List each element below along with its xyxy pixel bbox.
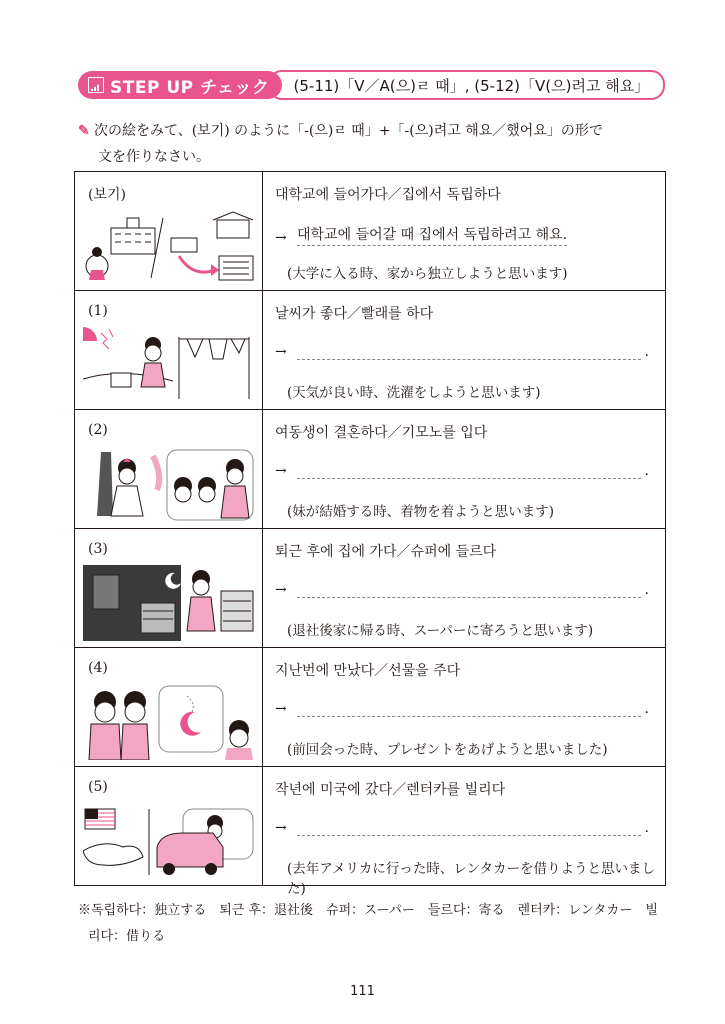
illustration-cell — [75, 291, 263, 410]
table-row — [75, 172, 666, 291]
badge-label: STEP UP チェック — [110, 77, 270, 98]
supermarket-illustration — [83, 565, 255, 641]
step-up-badge — [78, 71, 282, 99]
sentence-cell — [263, 172, 666, 291]
japanese-translation: (退社後家に帰る時、スーパーに寄ろうと思います) — [287, 623, 594, 639]
university-home-illustration — [83, 208, 255, 284]
period: . — [644, 701, 649, 717]
japanese-translation: (大学に入る時、家から独立しようと思います) — [287, 266, 568, 282]
glossary-line-2: 리다：借りる — [88, 929, 166, 944]
sentence-cell — [263, 648, 666, 767]
pencil-check-icon: ✎ — [78, 123, 90, 139]
row-label: (1) — [88, 303, 108, 319]
answer-blank[interactable] — [275, 700, 649, 717]
answer-line[interactable] — [297, 700, 641, 717]
example-answer — [275, 224, 649, 246]
row-label: (5) — [88, 779, 108, 795]
rental-car-illustration — [83, 803, 255, 879]
japanese-translation: (天気が良い時、洗濯をしようと思います) — [287, 385, 541, 401]
period: . — [644, 820, 649, 836]
row-label: (2) — [88, 422, 108, 438]
table-row — [75, 648, 666, 767]
illustration-cell — [75, 172, 263, 291]
answer-blank[interactable] — [275, 343, 649, 360]
illustration-cell — [75, 767, 263, 886]
prompt-text: 여동생이 결혼하다／기모노를 입다 — [275, 425, 488, 441]
illustration-cell — [75, 648, 263, 767]
exercise-table — [74, 171, 666, 897]
period: . — [644, 344, 649, 360]
arrow-icon: → — [275, 701, 287, 717]
instruction-line-1: 次の絵をみて、(보기) のように「-(으)ㄹ 때」+「-(으)려고 해요／했어요」の形で — [94, 123, 603, 139]
sentence-cell — [263, 410, 666, 529]
page-number: 111 — [350, 984, 375, 999]
illustration-cell — [75, 529, 263, 648]
instruction-line-2: 文を作りなさい。 — [98, 149, 210, 165]
arrow-icon: → — [275, 230, 287, 246]
prompt-text: 퇴근 후에 집에 가다／슈퍼에 들르다 — [275, 544, 497, 560]
prompt-text: 지난번에 만났다／선물을 주다 — [275, 663, 461, 679]
answer-blank[interactable] — [275, 819, 649, 836]
row-label: (보기) — [88, 187, 126, 203]
table-row — [75, 767, 666, 886]
prompt-text: 대학교에 들어가다／집에서 독립하다 — [275, 187, 501, 203]
arrow-icon: → — [275, 463, 287, 479]
sentence-cell — [263, 529, 666, 648]
period: . — [644, 463, 649, 479]
japanese-translation: (前回会った時、プレゼントをあげようと思いました) — [287, 742, 608, 758]
sentence-cell — [263, 767, 666, 897]
table-row — [75, 291, 666, 410]
glossary-line-1: ※독립하다：独立する 퇴근 후：退社後 슈퍼：スーパー 들르다：寄る 렌터카：レンタカー 빌 — [78, 903, 658, 918]
row-label: (3) — [88, 541, 108, 557]
instruction — [78, 118, 678, 170]
chart-icon — [88, 77, 104, 93]
prompt-text: 작년에 미국에 갔다／렌터카를 빌리다 — [275, 782, 506, 798]
table-row — [75, 529, 666, 648]
sentence-cell — [263, 291, 666, 410]
answer-line[interactable] — [297, 343, 641, 360]
answer-line[interactable] — [297, 819, 641, 836]
answer-line[interactable] — [297, 462, 641, 479]
period: . — [644, 582, 649, 598]
glossary — [78, 898, 668, 950]
answer-blank[interactable] — [275, 462, 649, 479]
prompt-text: 날씨가 좋다／빨래를 하다 — [275, 306, 434, 322]
table-row — [75, 410, 666, 529]
japanese-translation: (去年アメリカに行った時、レンタカーを借りようと思いました) — [287, 861, 655, 897]
illustration-cell — [75, 410, 263, 529]
arrow-icon: → — [275, 582, 287, 598]
arrow-icon: → — [275, 344, 287, 360]
wedding-kimono-illustration — [83, 446, 255, 522]
row-label: (4) — [88, 660, 108, 676]
section-header — [78, 70, 665, 100]
answer-line[interactable] — [297, 581, 641, 598]
answer-text: 대학교에 들어갈 때 집에서 독립하려고 해요. — [297, 224, 567, 246]
answer-blank[interactable] — [275, 581, 649, 598]
japanese-translation: (妹が結婚する時、着物を着ようと思います) — [287, 504, 555, 520]
topic-label: (5-11)「V／A(으)ㄹ 때」, (5-12)「V(으)려고 해요」 — [268, 70, 666, 100]
arrow-icon: → — [275, 820, 287, 836]
laundry-illustration — [83, 327, 255, 403]
gift-illustration — [83, 684, 255, 760]
